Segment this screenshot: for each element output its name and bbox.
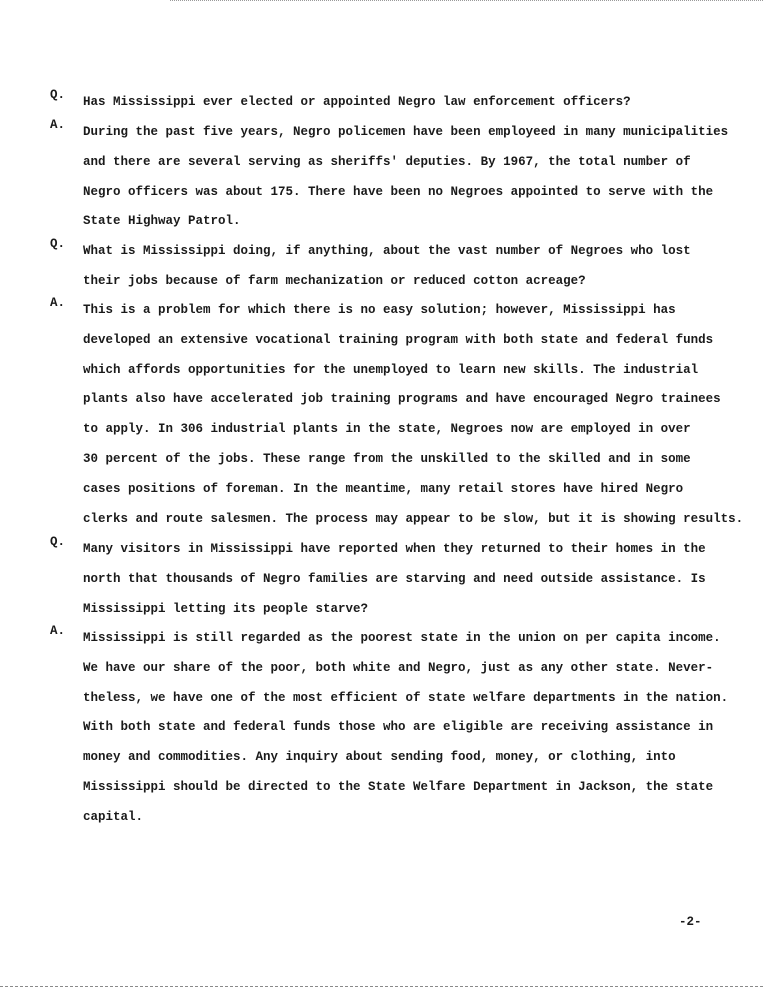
- text-line: to apply. In 306 industrial plants in the state, Negroes now are employed in over: [83, 422, 691, 437]
- question-text: [83, 535, 755, 624]
- text-line: capital.: [83, 809, 144, 824]
- text-line: 30 percent of the jobs. These range from the unskilled to the skilled and in some: [83, 451, 691, 466]
- text-line: developed an extensive vocational training program with both state and federal funds: [83, 332, 714, 347]
- text-line: money and commodities. Any inquiry about sending food, money, or clothing, into: [83, 750, 676, 765]
- answer-text: [83, 118, 755, 237]
- text-line: State Highway Patrol.: [83, 214, 241, 229]
- answer-marker: A.: [50, 624, 66, 638]
- text-line: theless, we have one of the most efficient of state welfare departments in the nation.: [83, 690, 729, 705]
- text-line: plants also have accelerated job training programs and have encouraged Negro trainees: [83, 392, 721, 407]
- text-line: Mississippi should be directed to the State Welfare Department in Jackson, the state: [83, 779, 714, 794]
- question-text: [83, 88, 755, 118]
- text-line: Negro officers was about 175. There have been no Negroes appointed to serve with the: [83, 184, 714, 199]
- question-text: [83, 237, 755, 297]
- text-line: which affords opportunities for the unemployed to learn new skills. The industrial: [83, 362, 699, 377]
- answer-text: [83, 296, 755, 534]
- question-marker: Q.: [50, 237, 66, 251]
- text-line: During the past five years, Negro policemen have been employeed in many municipalities: [83, 125, 729, 139]
- text-line: their jobs because of farm mechanization or reduced cotton acreage?: [83, 273, 586, 288]
- text-line: clerks and route salesmen. The process may appear to be slow, but it is showing results.: [83, 511, 744, 526]
- text-line: Has Mississippi ever elected or appointed Negro law enforcement officers?: [83, 95, 631, 109]
- text-line: cases positions of foreman. In the meantime, many retail stores have hired Negro: [83, 481, 684, 496]
- question-marker: Q.: [50, 88, 66, 102]
- scan-edge-bottom: [0, 985, 763, 987]
- question-marker: Q.: [50, 535, 66, 549]
- answer-text: [83, 624, 755, 833]
- text-line: Mississippi is still regarded as the poorest state in the union on per capita income.: [83, 631, 721, 645]
- page-number: -2-: [679, 915, 702, 929]
- text-line: Mississippi letting its people starve?: [83, 601, 369, 616]
- scan-edge-top: [170, 0, 763, 3]
- answer-marker: A.: [50, 296, 66, 310]
- text-line: This is a problem for which there is no easy solution; however, Mississippi has: [83, 303, 676, 317]
- answer-marker: A.: [50, 118, 66, 132]
- text-line: What is Mississippi doing, if anything, about the vast number of Negroes who lost: [83, 244, 691, 258]
- text-line: north that thousands of Negro families are starving and need outside assistance. Is: [83, 571, 706, 586]
- text-line: and there are several serving as sheriffs' deputies. By 1967, the total number of: [83, 154, 691, 169]
- text-line: With both state and federal funds those who are eligible are receiving assistance in: [83, 720, 714, 735]
- text-line: We have our share of the poor, both white and Negro, just as any other state. Never-: [83, 660, 714, 675]
- text-line: Many visitors in Mississippi have reported when they returned to their homes in the: [83, 542, 706, 556]
